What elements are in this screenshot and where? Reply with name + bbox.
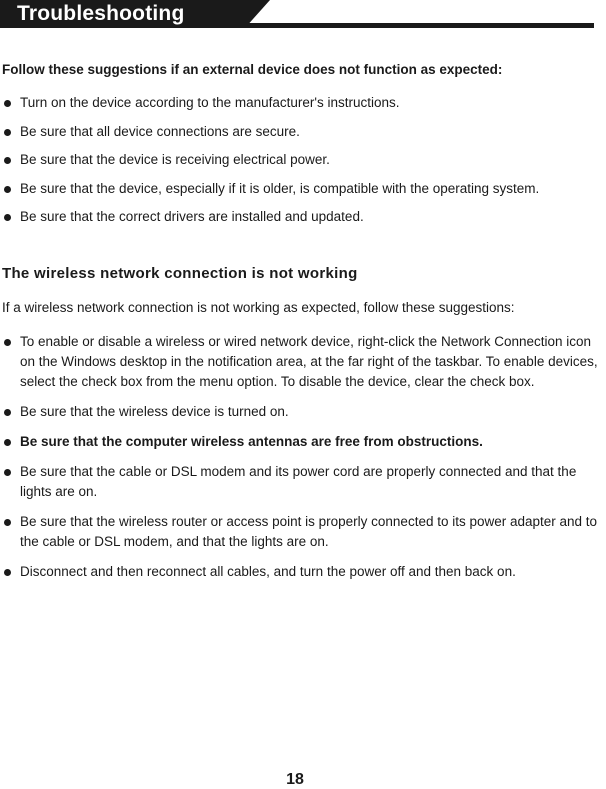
list-item — [2, 122, 592, 142]
bullet-icon — [4, 339, 11, 346]
list-item — [2, 462, 602, 502]
page-number: 18 — [286, 771, 304, 788]
list-item-text: Be sure that the correct drivers are installed and updated. — [20, 209, 364, 224]
wireless-intro: If a wireless network connection is not working as expected, follow these suggestions: — [2, 300, 515, 315]
external-device-list — [2, 93, 592, 236]
list-item-text: Be sure that the device, especially if it is older, is compatible with the operating system. — [20, 180, 540, 196]
bullet-icon — [4, 129, 11, 136]
bullet-icon — [4, 439, 11, 446]
list-item-text: Be sure that all device connections are secure. — [20, 123, 300, 139]
list-item — [2, 150, 592, 170]
bullet-icon — [4, 186, 11, 193]
list-item — [2, 179, 592, 199]
list-item-text: Be sure that the computer wireless antennas are free from obstructions. — [20, 434, 483, 449]
bullet-icon — [4, 409, 11, 416]
list-item — [2, 432, 602, 452]
list-item-text: Be sure that the wireless device is turned on. — [20, 404, 289, 419]
list-item-text: To enable or disable a wireless or wired network device, right-click the Network Connection icon on the Windows desktop in the notification area, at the far right of the taskbar. To enable devices, select the check box from the menu option. To disable the device, clear the check box. — [20, 334, 598, 389]
list-item — [2, 332, 602, 392]
section-header — [0, 0, 606, 32]
list-item-text: Be sure that the device is receiving electrical power. — [20, 152, 330, 167]
list-item-text: Disconnect and then reconnect all cables, and turn the power off and then back on. — [20, 564, 516, 579]
bullet-icon — [4, 214, 11, 221]
list-item-text: Turn on the device according to the manufacturer's instructions. — [20, 95, 400, 110]
list-item — [2, 562, 602, 582]
bullet-icon — [4, 519, 11, 526]
wireless-section-title: The wireless network connection is not working — [2, 265, 358, 282]
wireless-list — [2, 332, 602, 592]
list-item — [2, 402, 602, 422]
list-item — [2, 512, 602, 552]
external-device-intro: Follow these suggestions if an external device does not function as expected: — [2, 62, 503, 77]
bullet-icon — [4, 469, 11, 476]
list-item — [2, 207, 592, 227]
list-item — [2, 93, 592, 113]
page-title: Troubleshooting — [17, 2, 185, 25]
list-item-text: Be sure that the wireless router or access point is properly connected to its power adapter and to the cable or DSL modem, and that the lights are on. — [20, 514, 598, 549]
list-item-text: Be sure that the cable or DSL modem and its power cord are properly connected and that the lights are on. — [20, 464, 577, 499]
bullet-icon — [4, 157, 11, 164]
bullet-icon — [4, 100, 11, 107]
bullet-icon — [4, 569, 11, 576]
